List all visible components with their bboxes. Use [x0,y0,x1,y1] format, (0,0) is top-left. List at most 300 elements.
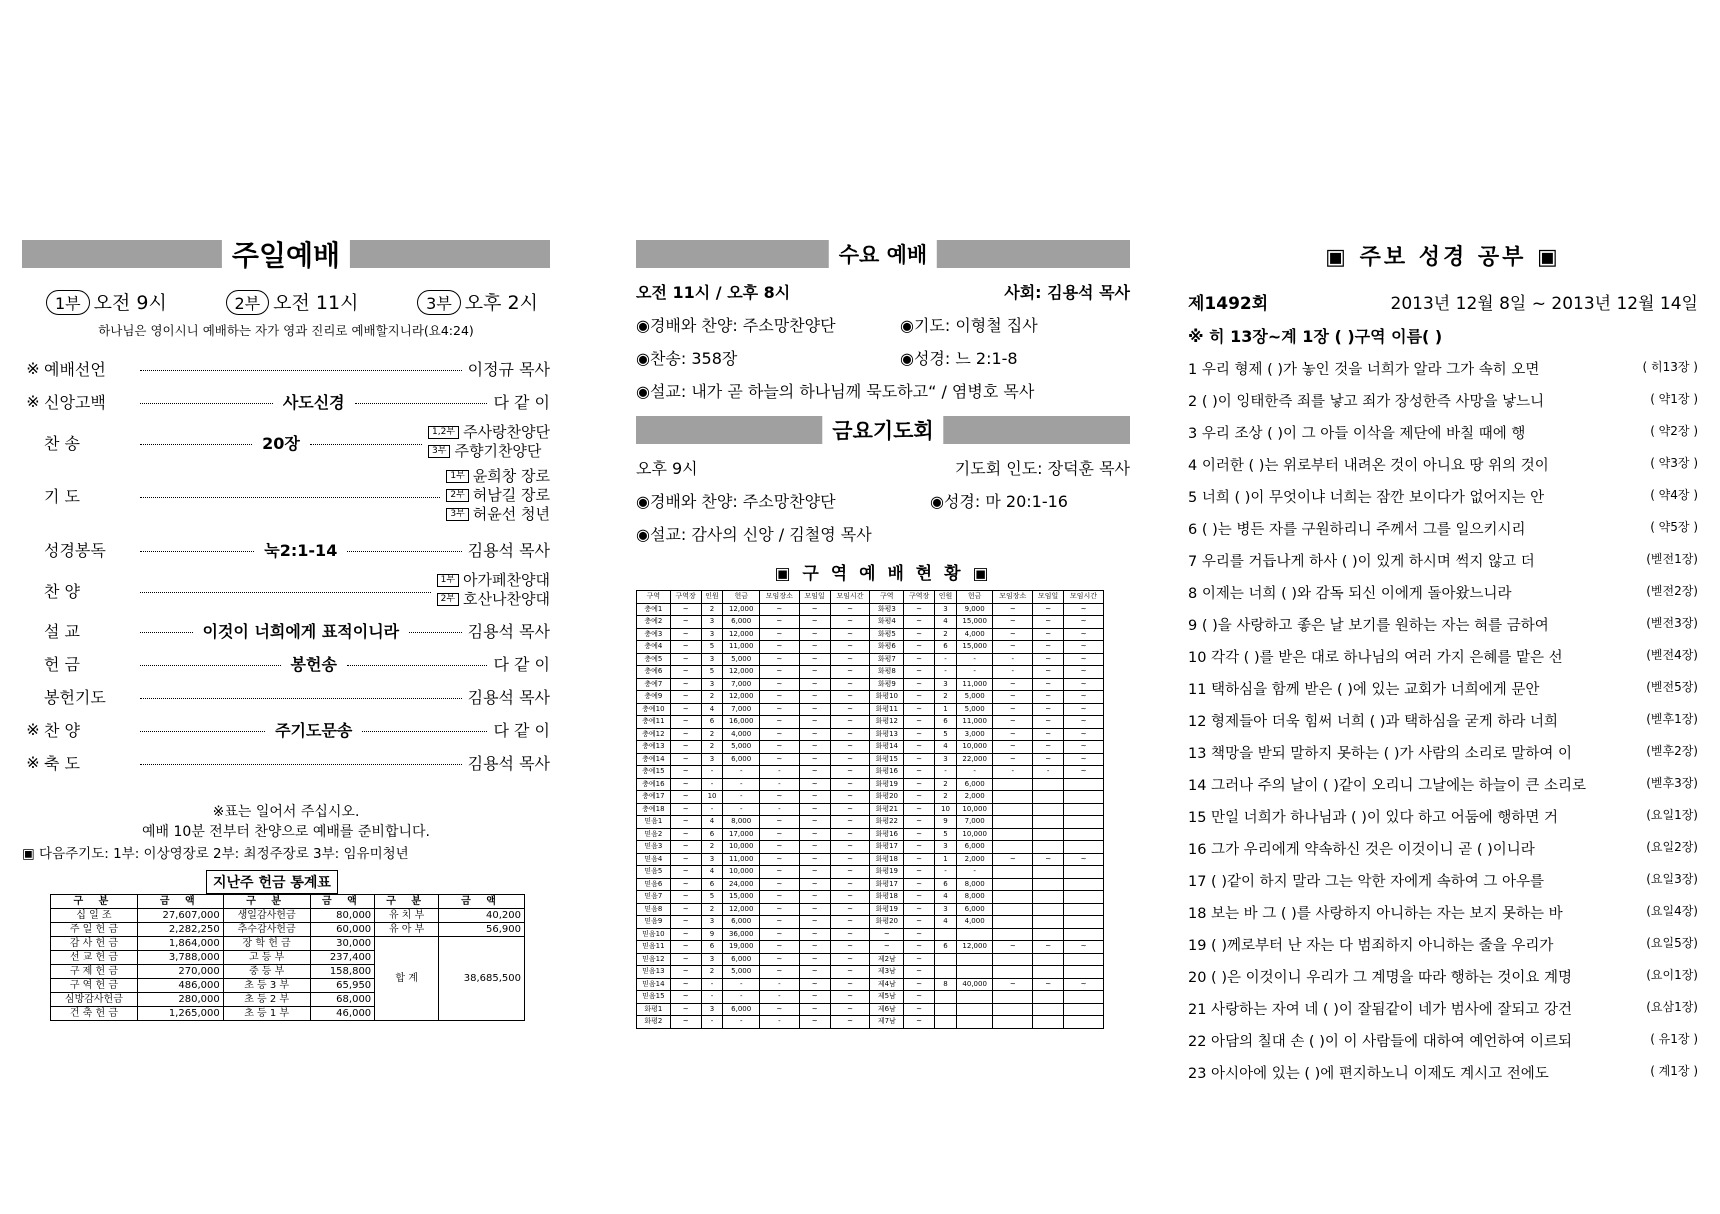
performer [446,486,550,505]
order-item [22,652,550,675]
leader-dots [140,764,462,765]
order-label: 성경봉독 [44,541,106,560]
question-text: 9 ( )을 사랑하고 좋은 날 보기를 원하는 자는 혀를 금하여 [1188,618,1549,634]
finance-cell: 80,000 [310,909,375,923]
group-cell: ~ [799,741,830,754]
group-cell: 2 [935,691,957,704]
group-cell: 2 [701,741,723,754]
group-cell [1064,878,1104,891]
order-label: 기 도 [44,487,80,506]
group-cell: 3 [701,953,723,966]
group-cell: ~ [670,741,701,754]
group-cell: - [935,653,957,666]
order-leader: 다 같 이 [493,655,551,674]
group-cell: 화평8 [870,666,904,679]
group-row [637,878,1104,891]
group-cell: ~ [670,616,701,629]
finance-header-cell: 금 액 [310,895,375,909]
group-cell: ~ [1064,666,1104,679]
group-cell: ~ [799,966,830,979]
group-cell: 10,000 [723,866,759,879]
group-cell: 화평19 [870,866,904,879]
leader-dots [140,370,462,371]
question-ref: ( 유1장 ) [1650,1032,1698,1046]
group-cell: ~ [759,691,799,704]
group-cell: ~ [759,703,799,716]
service-badge: 2부 [226,290,270,315]
group-cell: ~ [670,866,701,879]
group-row [637,841,1104,854]
group-cell [993,803,1033,816]
performer [428,442,541,461]
finance-cell: 유 치 부 [375,909,439,923]
performer [437,571,550,590]
group-cell: 믿음6 [637,878,671,891]
group-cell: ~ [830,1003,870,1016]
question-ref: (요일2장) [1646,840,1698,854]
group-row [637,741,1104,754]
group-cell: 3 [935,678,957,691]
question-ref: (벧전2장) [1646,584,1698,598]
group-cell: ~ [670,953,701,966]
group-cell: ~ [799,853,830,866]
group-cell: 6,000 [723,1003,759,1016]
group-cell: ~ [670,853,701,866]
question-text: 11 택하심을 함께 받은 ( )에 있는 교회가 너희에게 문안 [1188,682,1540,698]
group-cell: - [701,1016,723,1029]
study-title: ▣ 주보 성경 공부 ▣ [1325,245,1561,270]
group-cell: 화평10 [870,691,904,704]
group-cell: ~ [759,728,799,741]
finance-cell: 1,864,000 [137,937,223,951]
group-cell: ~ [1064,753,1104,766]
group-cell: 7,000 [723,703,759,716]
group-cell: ~ [799,928,830,941]
group-cell: ~ [830,853,870,866]
question-ref: (벧전5장) [1646,680,1698,694]
sunday-service-section [22,240,550,1021]
group-cell [1033,828,1064,841]
study-question [1188,1030,1698,1051]
group-cell [993,791,1033,804]
group-cell: ~ [870,928,904,941]
question-text: 13 책망을 받되 말하지 못하는 ( )가 사람의 소리로 말하여 이 [1188,746,1573,762]
group-cell: ~ [670,603,701,616]
group-cell [993,991,1033,1004]
next-week-prayer: ▣ 다음주기도: 1부: 이상영장로 2부: 최정주장로 3부: 임유미청년 [22,846,409,862]
finance-cell: 2,282,250 [137,923,223,937]
group-cell: ~ [759,1003,799,1016]
group-row [637,941,1104,954]
group-cell: ~ [799,728,830,741]
group-cell [993,878,1033,891]
group-cell: ~ [799,616,830,629]
group-cell: ~ [670,703,701,716]
question-list [1188,358,1698,1083]
group-cell: ~ [993,616,1033,629]
group-cell: ~ [799,803,830,816]
order-item [22,571,550,609]
group-cell: 2 [701,603,723,616]
group-cell: ~ [830,953,870,966]
group-cell: 3,000 [956,728,992,741]
group-cell: ~ [830,603,870,616]
group-cell: 8,000 [956,878,992,891]
group-cell: 9 [701,928,723,941]
group-cell: 3 [701,678,723,691]
group-row [637,778,1104,791]
question-ref: ( 약5장 ) [1650,520,1698,534]
group-cell: ~ [670,753,701,766]
group-cell [993,916,1033,929]
group-cell: 2,000 [956,791,992,804]
performer [437,590,550,609]
order-of-worship [22,357,550,774]
group-cell: 믿음9 [637,916,671,929]
group-cell [1033,966,1064,979]
group-cell: 5,000 [723,653,759,666]
group-cell: ~ [830,728,870,741]
question-ref: (요일3장) [1646,872,1698,886]
group-cell: 충예12 [637,728,671,741]
order-content: 20장 [262,433,300,453]
group-cell: 12,000 [723,903,759,916]
group-cell: - [723,803,759,816]
group-cell: 4 [701,816,723,829]
wednesday-prayer: ◉기도: 이형철 집사 [900,316,1038,335]
group-cell: ~ [799,653,830,666]
group-cell: - [701,978,723,991]
group-cell: 제3남 [870,966,904,979]
order-content: 눅2:1-14 [264,541,338,560]
group-cell: 10,000 [723,841,759,854]
question-text: 20 ( )은 이것이니 우리가 그 계명을 따라 행하는 것이요 계명 [1188,970,1573,986]
group-cell: ~ [799,791,830,804]
group-cell: ~ [670,978,701,991]
order-leader: 이정규 목사 [467,360,550,379]
group-cell: ~ [1064,653,1104,666]
group-cell [1033,903,1064,916]
group-cell: 3 [701,616,723,629]
group-cell: - [759,778,799,791]
group-cell [1033,1003,1064,1016]
group-cell [935,991,957,1004]
stand-marker: ※ [26,392,40,411]
group-cell: ~ [830,916,870,929]
group-cell: ~ [830,653,870,666]
group-cell: ~ [904,853,935,866]
group-cell: ~ [904,716,935,729]
group-cell: 3 [701,1003,723,1016]
group-cell: 4,000 [956,916,992,929]
group-cell: 4,000 [723,728,759,741]
group-cell: ~ [799,628,830,641]
group-cell: ~ [904,678,935,691]
group-cell: ~ [759,753,799,766]
group-cell [1064,928,1104,941]
group-cell: 4 [935,616,957,629]
notes [22,802,550,842]
group-cell: ~ [799,828,830,841]
question-text: 10 각각 ( )를 받은 대로 하나님의 여러 가지 은혜를 맡은 선 [1188,650,1563,666]
group-cell: 5,000 [956,691,992,704]
group-cell: ~ [799,891,830,904]
group-cell: - [759,991,799,1004]
group-cell: 3 [701,853,723,866]
group-cell: 화평5 [870,628,904,641]
group-cell: - [956,653,992,666]
study-question [1188,454,1698,475]
group-cell: ~ [759,866,799,879]
group-cell [993,953,1033,966]
leader-dots [409,632,462,633]
group-cell [935,953,957,966]
leader-dots [347,665,488,666]
group-cell: 화평15 [870,753,904,766]
group-cell: ~ [1064,603,1104,616]
wednesday-row-3 [636,346,1130,369]
group-cell [1033,953,1064,966]
group-cell: ~ [1064,691,1104,704]
group-header-cell: 구역 [870,591,904,604]
finance-header-cell: 금 액 [439,895,525,909]
group-cell: 화평16 [870,766,904,779]
group-cell [993,841,1033,854]
question-ref: ( 히13장 ) [1642,360,1698,374]
group-cell: 충예7 [637,678,671,691]
group-cell: ~ [904,603,935,616]
group-cell: ~ [830,816,870,829]
group-cell: ~ [1064,678,1104,691]
question-text: 4 이러한 ( )는 위로부터 내려온 것이 아니요 땅 위의 것이 [1188,458,1549,474]
order-label: 봉헌기도 [44,688,106,707]
group-row [637,616,1104,629]
finance-cell: 초 등 3 부 [223,979,310,993]
group-cell: 화평19 [870,778,904,791]
group-cell: 화평21 [870,803,904,816]
group-header-cell: 헌금 [956,591,992,604]
finance-cell: 46,000 [310,1007,375,1021]
group-cell [1064,903,1104,916]
group-cell: 제2남 [870,953,904,966]
group-cell: 화평14 [870,741,904,754]
group-cell [1064,791,1104,804]
group-cell: 충예17 [637,791,671,804]
group-cell: 22,000 [956,753,992,766]
group-row [637,928,1104,941]
group-cell [1064,1003,1104,1016]
group-cell: 6 [701,941,723,954]
group-cell [1033,891,1064,904]
group-cell [1064,953,1104,966]
group-cell [956,991,992,1004]
order-content: 사도신경 [282,393,345,412]
wednesday-row-2 [636,313,1130,336]
group-cell: ~ [830,628,870,641]
group-cell: ~ [799,816,830,829]
group-cell: 7,000 [723,678,759,691]
group-cell: 믿음8 [637,903,671,916]
group-cell: ~ [670,803,701,816]
group-cell: 9 [935,816,957,829]
service-tag: 1부 [446,470,468,483]
prep-note: 예배 10분 전부터 찬양으로 예배를 준비합니다. [142,824,430,840]
group-cell: 6 [701,716,723,729]
group-cell: 화평2 [637,1016,671,1029]
group-cell [1064,966,1104,979]
bible-study-section [1188,240,1698,1083]
service-tag: 2부 [446,489,468,502]
group-cell: 화평12 [870,716,904,729]
issue-number: 제1492회 [1188,294,1269,314]
leader-dots [355,403,488,404]
question-text: 17 ( )같이 하지 말라 그는 악한 자에게 속하여 그 아우를 [1188,874,1544,890]
study-question [1188,934,1698,955]
group-cell: ~ [799,941,830,954]
group-cell: ~ [993,728,1033,741]
finance-cell: 237,400 [310,951,375,965]
group-row [637,978,1104,991]
group-cell: ~ [993,941,1033,954]
friday-row-1 [636,456,1130,479]
group-cell: ~ [670,791,701,804]
group-cell: 화평4 [870,616,904,629]
study-question [1188,742,1698,763]
group-cell: ~ [799,753,830,766]
group-cell: ~ [799,603,830,616]
finance-header-cell: 구 분 [375,895,439,909]
finance-cell: 주 일 헌 금 [51,923,138,937]
friday-praise: ◉경배와 찬양: 주소망찬양단 [636,492,836,511]
performer-name: 주사랑찬양단 [463,423,551,441]
finance-cell: 심방감사헌금 [51,993,138,1007]
group-header-cell: 모임장소 [759,591,799,604]
group-cell: ~ [904,841,935,854]
group-cell: ~ [904,903,935,916]
group-cell: ~ [904,991,935,1004]
group-cell: 믿음14 [637,978,671,991]
group-cell: ~ [1033,728,1064,741]
group-row [637,1003,1104,1016]
finance-cell: 건 축 헌 금 [51,1007,138,1021]
group-cell: ~ [670,728,701,741]
group-row [637,953,1104,966]
study-question [1188,486,1698,507]
group-header-cell: 구역장 [904,591,935,604]
group-cell: ~ [830,891,870,904]
wednesday-praise: ◉경배와 찬양: 주소망찬양단 [636,316,836,335]
group-cell: 11,000 [723,853,759,866]
finance-cell: 선 교 헌 금 [51,951,138,965]
group-header-cell: 헌금 [723,591,759,604]
group-cell [1064,778,1104,791]
group-row [637,753,1104,766]
group-cell: 충예11 [637,716,671,729]
group-cell: ~ [830,791,870,804]
finance-cell: 1,265,000 [137,1007,223,1021]
group-cell: ~ [904,866,935,879]
group-cell: 제7남 [870,1016,904,1029]
group-cell: ~ [670,716,701,729]
order-label: 헌 금 [44,655,80,674]
group-cell: 12,000 [723,691,759,704]
group-cell [1033,778,1064,791]
group-cell: 3 [935,903,957,916]
group-row [637,703,1104,716]
group-cell: ~ [799,878,830,891]
group-cell: 화평18 [870,891,904,904]
group-cell: - [956,866,992,879]
study-question [1188,902,1698,923]
group-cell: ~ [759,891,799,904]
group-row [637,916,1104,929]
question-text: 7 우리를 거듭나게 하사 ( )이 있게 하시며 썩지 않고 더 [1188,554,1535,570]
group-cell: ~ [670,903,701,916]
finance-cell: 68,000 [310,993,375,1007]
friday-time: 오후 9시 [636,459,698,478]
group-cell: ~ [830,941,870,954]
group-header-cell: 구역 [637,591,671,604]
finance-cell: 486,000 [137,979,223,993]
service-badge: 3부 [417,290,461,315]
study-subheading: ※ 히 13장~계 1장 ( )구역 이름( ) [1188,327,1443,346]
group-cell: 화평19 [870,903,904,916]
question-ref: ( 약4장 ) [1650,488,1698,502]
group-cell: ~ [759,616,799,629]
group-row [637,891,1104,904]
group-cell: 24,000 [723,878,759,891]
group-cell: 4 [935,916,957,929]
group-cell: ~ [1033,978,1064,991]
group-cell: ~ [759,928,799,941]
friday-title: 금요기도회 [822,415,943,445]
group-cell: - [701,766,723,779]
group-cell: 40,000 [956,978,992,991]
stand-marker: ※ [26,359,40,378]
question-text: 15 만일 너희가 하나님과 ( )이 있다 하고 어둠에 행하면 거 [1188,810,1559,826]
finance-title: 지난주 헌금 통계표 [206,870,338,894]
question-ref: (요삼1장) [1646,1000,1698,1014]
question-ref: (요이1장) [1646,968,1698,982]
order-leader: 김용석 목사 [467,688,550,707]
finance-row [51,909,525,923]
wednesday-sermon: ◉설교: 내가 곧 하늘의 하나님께 묵도하고“ / 염병호 목사 [636,382,1035,401]
group-cell: 6,000 [956,841,992,854]
group-cell: ~ [904,691,935,704]
group-cell: 충예15 [637,766,671,779]
order-content: 주기도문송 [275,721,353,740]
study-question [1188,1062,1698,1083]
finance-total: 38,685,500 [439,937,525,1021]
group-cell: ~ [1033,753,1064,766]
group-cell: 충예13 [637,741,671,754]
finance-total-label: 합 계 [375,937,439,1021]
group-cell [956,1003,992,1016]
service-tag: 3부 [446,508,468,521]
finance-cell: 추수감사헌금 [223,923,310,937]
finance-header-cell: 금 액 [137,895,223,909]
stand-note: ※표는 일어서 주십시오. [212,804,360,820]
group-cell: ~ [670,678,701,691]
group-cell: ~ [993,628,1033,641]
leader-dots [310,444,422,445]
group-row [637,653,1104,666]
group-cell: ~ [799,978,830,991]
group-cell: ~ [1033,641,1064,654]
group-cell: 7,000 [956,816,992,829]
group-cell: ~ [670,691,701,704]
study-question [1188,774,1698,795]
